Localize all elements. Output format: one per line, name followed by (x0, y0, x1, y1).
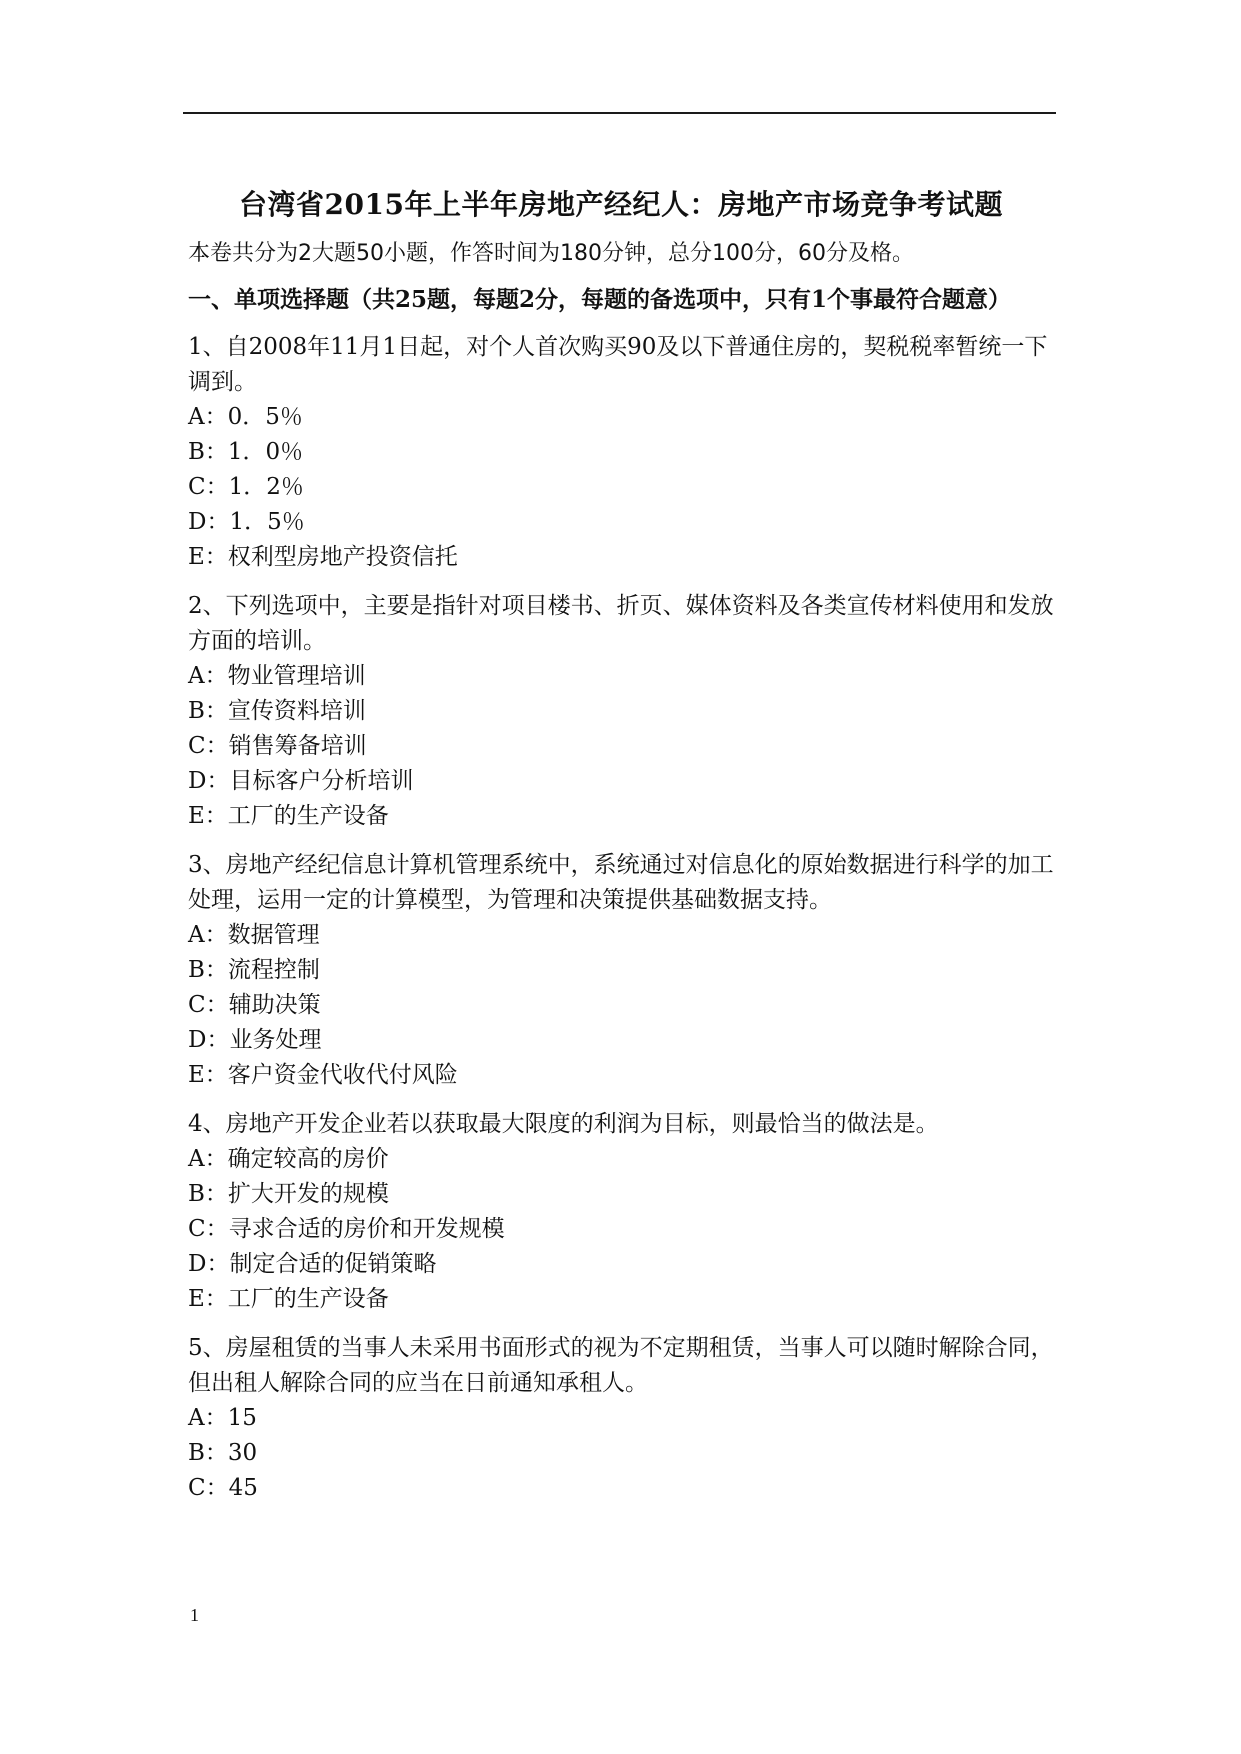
question-stem: 1、自2008年11月1日起，对个人首次购买90及以下普通住房的，契税税率暂统一下调到。 (188, 334, 1048, 395)
option-b: B：流程控制 (188, 957, 320, 983)
header-rule (183, 112, 1056, 114)
option-b: B：1．0％ (188, 439, 304, 465)
option-b: B：扩大开发的规模 (188, 1181, 389, 1207)
option-c: C：45 (188, 1475, 258, 1501)
option-b: B：30 (188, 1440, 258, 1466)
question-stem: 3、房地产经纪信息计算机管理系统中，系统通过对信息化的原始数据进行科学的加工处理，运用一定的计算模型，为管理和决策提供基础数据支持。 (188, 852, 1054, 913)
option-a: A：0．5％ (188, 404, 303, 430)
question-stem: 2、下列选项中，主要是指针对项目楼书、折页、媒体资料及各类宣传材料使用和发放方面的培训。 (188, 593, 1054, 654)
option-d: D：制定合适的促销策略 (188, 1251, 437, 1277)
option-d: D：1．5％ (188, 509, 305, 535)
question-4 (188, 1107, 1054, 1317)
option-c: C：寻求合适的房价和开发规模 (188, 1216, 505, 1242)
option-e: E：客户资金代收代付风险 (188, 1062, 458, 1088)
exam-intro: 本卷共分为2大题50小题，作答时间为180分钟，总分100分，60分及格。 (188, 241, 914, 266)
option-d: D：业务处理 (188, 1027, 322, 1053)
question-stem: 5、房屋租赁的当事人未采用书面形式的视为不定期租赁，当事人可以随时解除合同，但出租人解除合同的应当在日前通知承租人。 (188, 1335, 1054, 1396)
question-5 (188, 1331, 1054, 1506)
option-b: B：宣传资料培训 (188, 698, 366, 724)
option-a: A：15 (188, 1405, 257, 1431)
option-e: E：工厂的生产设备 (188, 803, 389, 829)
section-heading: 一、单项选择题（共25题，每题2分，每题的备选项中，只有1个事最符合题意） (188, 286, 1012, 313)
question-2 (188, 589, 1054, 834)
option-c: C：辅助决策 (188, 992, 321, 1018)
page-number: 1 (190, 1605, 199, 1625)
question-1 (188, 330, 1054, 575)
option-c: C：销售筹备培训 (188, 733, 367, 759)
option-d: D：目标客户分析培训 (188, 768, 414, 794)
question-3 (188, 848, 1054, 1093)
document-body (188, 184, 1054, 1520)
option-e: E：权利型房地产投资信托 (188, 544, 458, 570)
question-stem: 4、房地产开发企业若以获取最大限度的利润为目标，则最恰当的做法是。 (188, 1111, 939, 1137)
option-a: A：物业管理培训 (188, 663, 366, 689)
option-e: E：工厂的生产设备 (188, 1286, 389, 1312)
option-c: C：1．2％ (188, 474, 304, 500)
option-a: A：数据管理 (188, 922, 320, 948)
document-title: 台湾省2015年上半年房地产经纪人：房地产市场竞争考试题 (239, 188, 1003, 221)
option-a: A：确定较高的房价 (188, 1146, 389, 1172)
